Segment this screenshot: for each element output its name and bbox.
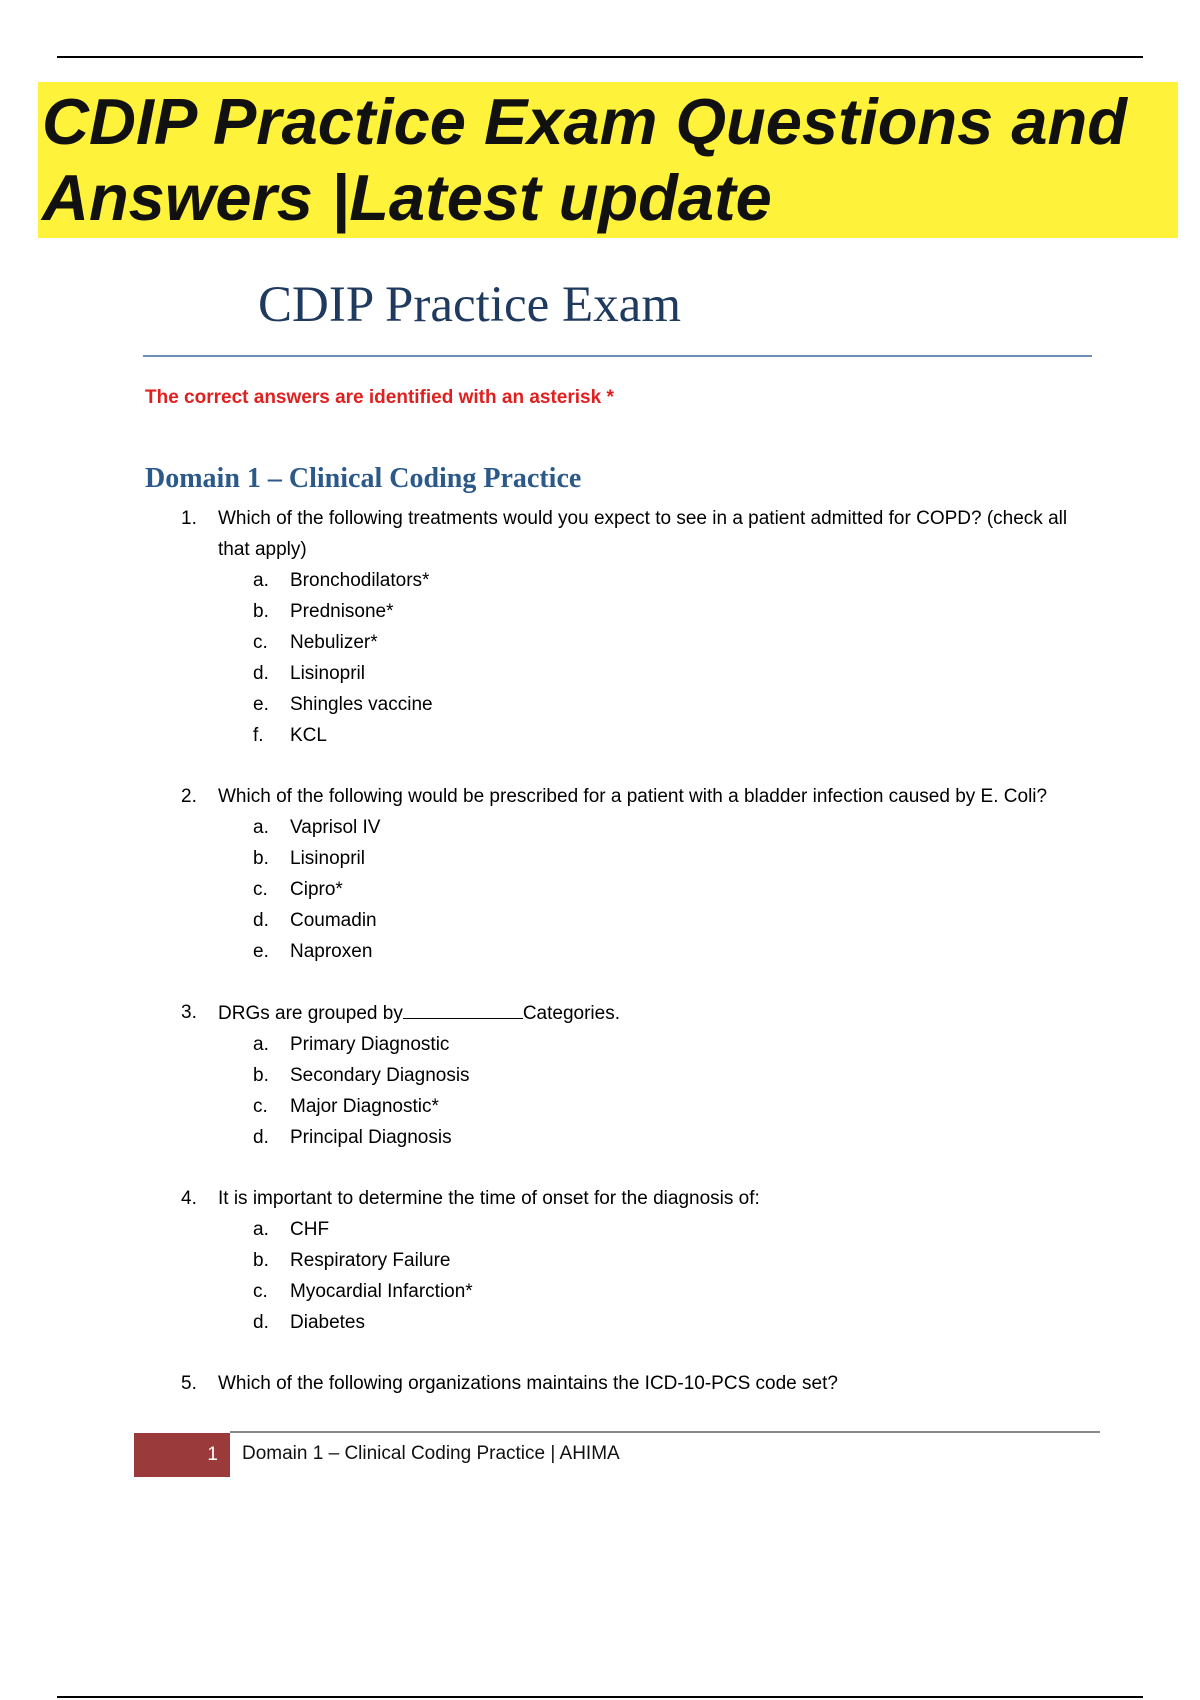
option-item — [253, 1122, 1081, 1153]
question-number: 5. — [181, 1373, 197, 1394]
footer-text: Domain 1 – Clinical Coding Practice | AHIMA — [242, 1443, 620, 1464]
question-number: 3. — [181, 1002, 197, 1023]
option-list — [253, 565, 1081, 751]
option-item — [253, 1214, 1081, 1245]
option-text: Respiratory Failure — [290, 1250, 451, 1271]
option-item — [253, 936, 1081, 967]
footer-page-number: 1 — [134, 1433, 230, 1477]
option-text: CHF — [290, 1219, 330, 1240]
option-letter: d. — [253, 1312, 269, 1333]
option-text: Shingles vaccine — [290, 694, 433, 715]
question-5 — [181, 1368, 1081, 1399]
option-letter: d. — [253, 1127, 269, 1148]
option-item — [253, 720, 1081, 751]
option-letter: e. — [253, 941, 269, 962]
option-text: Naproxen — [290, 941, 373, 962]
question-number: 4. — [181, 1188, 197, 1209]
option-letter: c. — [253, 632, 268, 653]
option-text: Vaprisol IV — [290, 817, 381, 838]
option-text: Lisinopril — [290, 663, 365, 684]
answer-key-notice: The correct answers are identified with an asterisk * — [145, 387, 614, 408]
option-letter: a. — [253, 1034, 269, 1055]
option-item — [253, 1091, 1081, 1122]
option-letter: b. — [253, 848, 269, 869]
question-4 — [181, 1183, 1081, 1338]
banner-title: CDIP Practice Exam Questions and Answers |Latest update — [42, 85, 1127, 234]
option-letter: d. — [253, 663, 269, 684]
question-text: Which of the following organizations maintains the ICD-10-PCS code set? — [218, 1373, 838, 1394]
option-letter: a. — [253, 1219, 269, 1240]
option-list — [253, 1029, 1081, 1153]
option-letter: b. — [253, 601, 269, 622]
option-item — [253, 874, 1081, 905]
option-item — [253, 627, 1081, 658]
option-text: Myocardial Infarction* — [290, 1281, 473, 1302]
option-letter: c. — [253, 1096, 268, 1117]
option-item — [253, 1060, 1081, 1091]
question-list — [181, 503, 1081, 1429]
question-text: Which of the following treatments would you expect to see in a patient admitted for COPD? (check all that apply) — [218, 508, 1068, 560]
option-text: Cipro* — [290, 879, 343, 900]
option-letter: b. — [253, 1250, 269, 1271]
question-1 — [181, 503, 1081, 751]
option-item — [253, 812, 1081, 843]
option-item — [253, 596, 1081, 627]
question-2 — [181, 781, 1081, 967]
bottom-rule — [57, 1696, 1143, 1698]
option-text: Prednisone* — [290, 601, 394, 622]
option-text: Nebulizer* — [290, 632, 378, 653]
option-text: Coumadin — [290, 910, 377, 931]
option-letter: f. — [253, 725, 264, 746]
option-item — [253, 1029, 1081, 1060]
question-text: It is important to determine the time of onset for the diagnosis of: — [218, 1188, 760, 1209]
option-item — [253, 689, 1081, 720]
question-number: 1. — [181, 508, 197, 529]
option-text: KCL — [290, 725, 327, 746]
option-letter: c. — [253, 879, 268, 900]
option-item — [253, 565, 1081, 596]
title-rule — [143, 355, 1092, 357]
option-list — [253, 1214, 1081, 1338]
option-text: Secondary Diagnosis — [290, 1065, 470, 1086]
option-list — [253, 812, 1081, 967]
option-item — [253, 658, 1081, 689]
question-text — [218, 997, 1081, 1029]
option-item — [253, 1276, 1081, 1307]
question-text-after-blank: Categories. — [522, 1003, 620, 1024]
document-title: CDIP Practice Exam — [258, 277, 681, 333]
option-letter: a. — [253, 817, 269, 838]
option-item — [253, 843, 1081, 874]
option-item — [253, 1245, 1081, 1276]
footer-rule — [230, 1431, 1100, 1433]
option-text: Major Diagnostic* — [290, 1096, 439, 1117]
option-letter: b. — [253, 1065, 269, 1086]
option-letter: a. — [253, 570, 269, 591]
fill-in-blank — [403, 997, 523, 1019]
option-letter: c. — [253, 1281, 268, 1302]
option-text: Diabetes — [290, 1312, 365, 1333]
question-text-before-blank: DRGs are grouped by — [218, 1003, 403, 1024]
top-rule — [57, 56, 1143, 58]
title-banner — [38, 82, 1178, 238]
option-text: Lisinopril — [290, 848, 365, 869]
option-text: Bronchodilators* — [290, 570, 430, 591]
question-number: 2. — [181, 786, 197, 807]
domain-heading: Domain 1 – Clinical Coding Practice — [145, 463, 582, 494]
option-text: Principal Diagnosis — [290, 1127, 452, 1148]
question-text: Which of the following would be prescribed for a patient with a bladder infection caused by E. Coli? — [218, 786, 1048, 807]
option-item — [253, 1307, 1081, 1338]
question-3 — [181, 997, 1081, 1153]
option-letter: d. — [253, 910, 269, 931]
option-letter: e. — [253, 694, 269, 715]
option-text: Primary Diagnostic — [290, 1034, 450, 1055]
option-item — [253, 905, 1081, 936]
